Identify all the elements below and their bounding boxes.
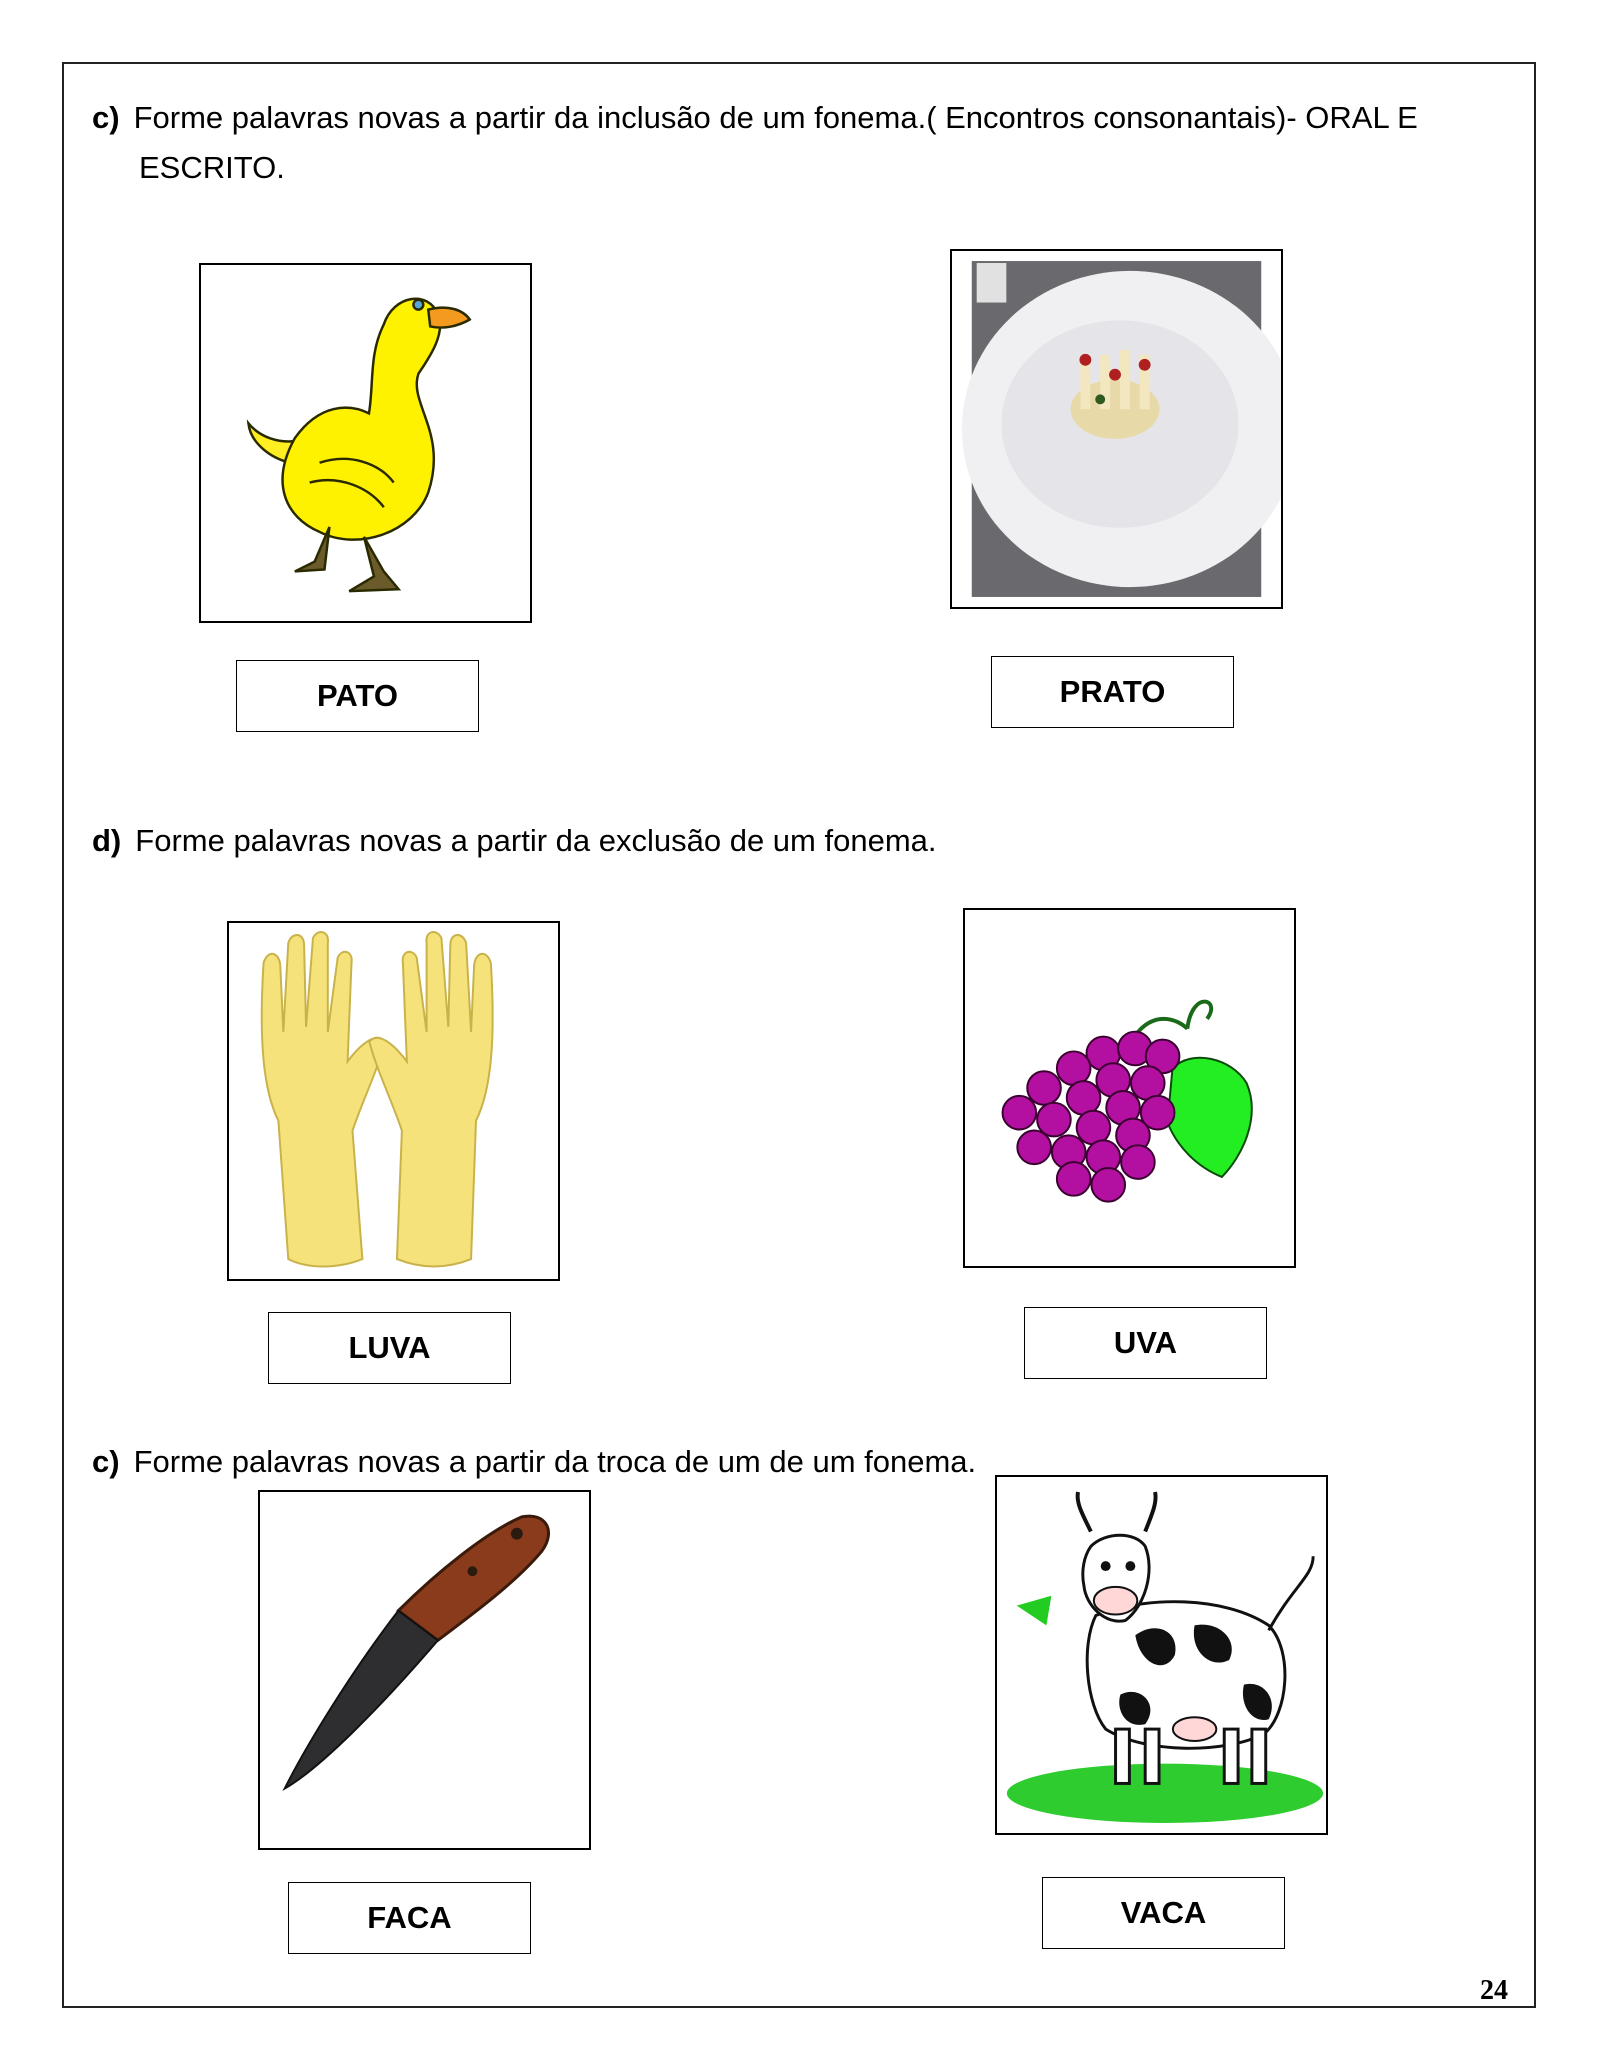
word-label-vaca: VACA — [1042, 1877, 1285, 1949]
gloves-icon — [229, 923, 558, 1279]
instruction-inclusion — [92, 93, 1522, 193]
grapes-picture — [963, 908, 1296, 1268]
instruction-text: Forme palavras novas a partir da troca de um de um fonema. — [133, 1444, 977, 1479]
item-letter: c) — [92, 100, 120, 135]
duck-picture — [199, 263, 532, 623]
instruction-text-continued: ESCRITO. — [139, 150, 285, 185]
item-letter: d) — [92, 823, 122, 858]
grapes-icon — [965, 910, 1294, 1266]
item-letter: c) — [92, 1444, 120, 1479]
knife-icon — [260, 1492, 589, 1848]
instruction-text: Forme palavras novas a partir da exclusão de um fonema. — [135, 823, 937, 858]
duck-icon — [201, 265, 530, 621]
instruction-text: Forme palavras novas a partir da inclusão de um fonema.( Encontros consonantais)- ORAL E — [133, 100, 1418, 135]
word-label-uva: UVA — [1024, 1307, 1267, 1379]
plate-picture — [950, 249, 1283, 609]
page-number: 24 — [1480, 1975, 1508, 2006]
cow-icon — [997, 1477, 1326, 1833]
gloves-picture — [227, 921, 560, 1281]
word-label-faca: FACA — [288, 1882, 531, 1954]
instruction-exclusion — [92, 816, 1522, 866]
word-label-pato: PATO — [236, 660, 479, 732]
cow-picture — [995, 1475, 1328, 1835]
plate-icon — [952, 251, 1281, 607]
word-label-prato: PRATO — [991, 656, 1234, 728]
knife-picture — [258, 1490, 591, 1850]
word-label-luva: LUVA — [268, 1312, 511, 1384]
